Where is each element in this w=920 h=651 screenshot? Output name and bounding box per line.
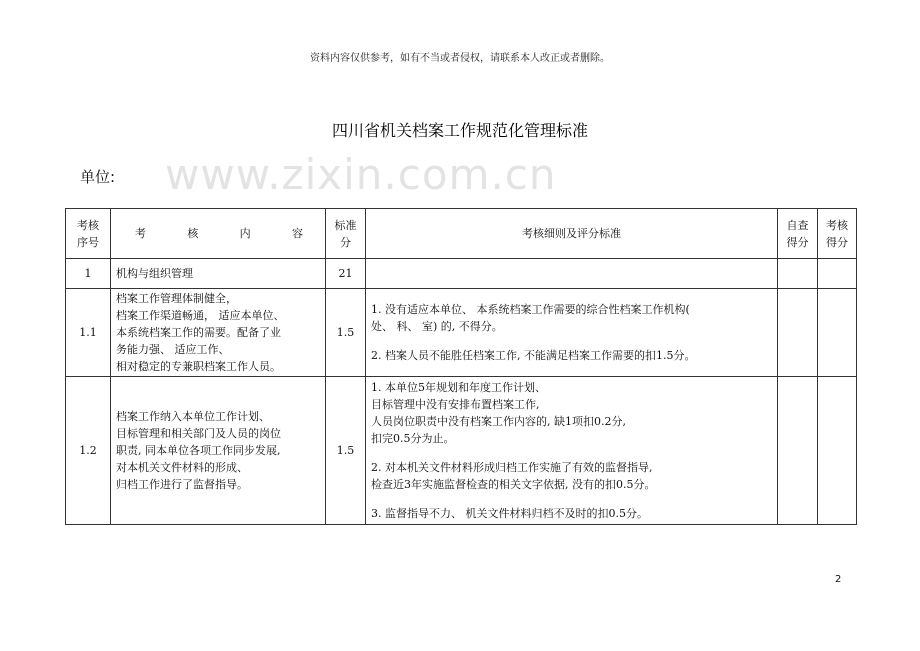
row-criteria [366, 377, 778, 525]
header-content-char: 核 [187, 227, 199, 240]
criteria-line: 扣完0.5分为止。 [371, 432, 455, 445]
header-self-line1: 自查 [786, 218, 809, 232]
header-criteria: 考核细则及评分标准 [366, 209, 778, 259]
row-eval-score [818, 259, 857, 289]
content-line: 职责, 同本单位各项工作同步发展, [116, 444, 281, 457]
header-self-line2: 得分 [786, 235, 809, 249]
row-content [111, 289, 326, 377]
row-eval-score [818, 289, 857, 377]
table-row [66, 259, 857, 289]
header-seq-line1: 考核 [77, 218, 99, 232]
criteria-line: 人员岗位职责中没有档案工作内容的, 缺1项扣0.2分, [371, 415, 626, 428]
header-content-char: 考 [135, 227, 146, 240]
unit-label: 单位: [80, 168, 116, 186]
criteria-line: 2. 对本机关文件材料形成归档工作实施了有效的监督指导, [371, 461, 653, 474]
header-content [111, 209, 326, 259]
criteria-line: 处、 科、 室) 的, 不得分。 [371, 320, 503, 333]
row-content: 机构与组织管理 [111, 259, 326, 289]
content-line: 档案工作管理体制健全， [116, 292, 237, 305]
row-content [111, 377, 326, 525]
content-line: 对本机关文件材料的形成、 [116, 461, 248, 474]
table-row [66, 289, 857, 377]
header-score-line2: 分 [340, 235, 351, 249]
content-line: 归档工作进行了监督指导。 [116, 478, 248, 491]
table-row [66, 377, 857, 525]
header-seq [66, 209, 111, 259]
criteria-line: 检查近3年实施监督检查的相关文字依据, 没有的扣0.5分。 [371, 478, 656, 491]
content-line: 本系统档案工作的需要。配备了业 [116, 326, 281, 339]
row-score: 1.5 [326, 289, 366, 377]
row-eval-score [818, 377, 857, 525]
watermark: www.zixin.com.cn [165, 150, 557, 199]
table-header-row [66, 209, 857, 259]
row-seq: 1.2 [66, 377, 111, 525]
row-self-score [778, 289, 818, 377]
content-line: 目标管理和相关部门及人员的岗位 [116, 427, 281, 440]
row-score: 1.5 [326, 377, 366, 525]
content-line: 务能力强、 适应工作、 [116, 343, 230, 356]
row-score: 21 [326, 259, 366, 289]
header-self-score [778, 209, 818, 259]
row-self-score [778, 377, 818, 525]
header-seq-line2: 序号 [77, 235, 99, 249]
header-score-line1: 标准 [334, 218, 357, 232]
criteria-line: 2. 档案人员不能胜任档案工作, 不能满足档案工作需要的扣1.5分。 [371, 349, 696, 362]
criteria-line: 1. 本单位5年规划和年度工作计划、 [371, 381, 546, 394]
header-content-char: 容 [291, 227, 303, 240]
document-title: 四川省机关档案工作规范化管理标准 [331, 121, 588, 140]
row-seq: 1 [66, 259, 111, 289]
content-line: 相对稳定的专兼职档案工作人员。 [116, 360, 281, 373]
standards-table [65, 208, 857, 525]
header-eval-score [818, 209, 857, 259]
header-eval-line1: 考核 [826, 218, 848, 232]
disclaimer-text: 资料内容仅供参考，如有不当或者侵权，请联系本人改正或者删除。 [310, 53, 610, 64]
row-self-score [778, 259, 818, 289]
criteria-line: 目标管理中没有安排布置档案工作, [371, 398, 540, 411]
header-content-char: 内 [239, 227, 251, 240]
row-criteria [366, 289, 778, 377]
criteria-line: 3. 监督指导不力、 机关文件材料归档不及时的扣0.5分。 [371, 507, 648, 520]
row-seq: 1.1 [66, 289, 111, 377]
row-criteria [366, 259, 778, 289]
criteria-line: 1. 没有适应本单位、 本系统档案工作需要的综合性档案工作机构( [371, 303, 690, 316]
header-eval-line2: 得分 [826, 235, 848, 249]
header-score [326, 209, 366, 259]
page-number: 2 [835, 574, 842, 585]
content-line: 档案工作渠道畅通， 适应本单位、 [116, 309, 285, 322]
content-line: 档案工作纳入本单位工作计划、 [116, 410, 270, 423]
